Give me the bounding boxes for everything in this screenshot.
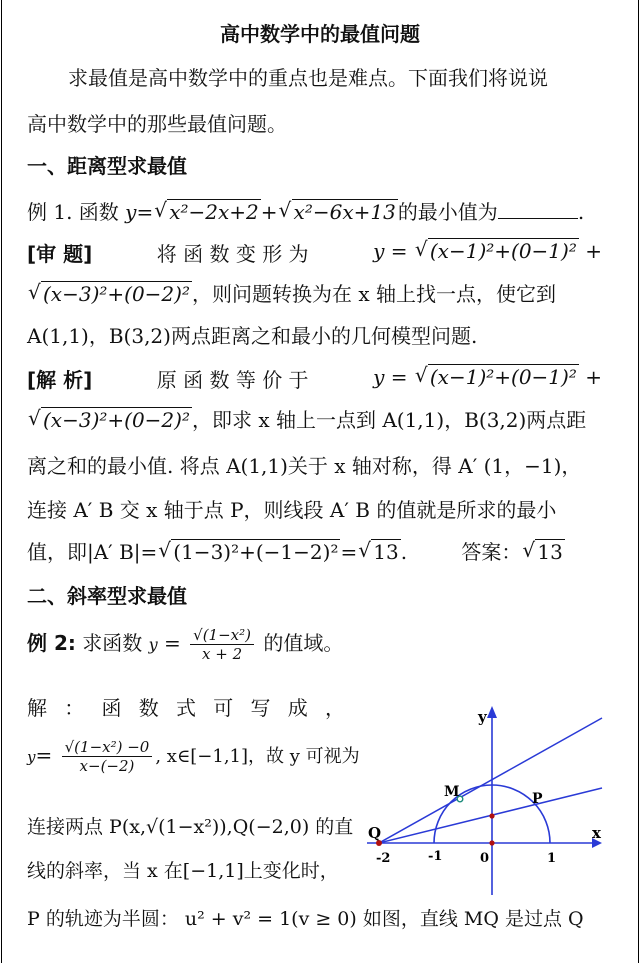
example-2-fraction: $\frac{\text{√(1−x²)}}{x + 2}$: [190, 626, 254, 663]
solution-line-5: 值，即|A′ B|=√ (1−3)²+(−1−2)² =√ 13 . 答案：√ 13: [27, 536, 565, 565]
label-p: P: [532, 791, 543, 807]
tick-label-one: 1: [547, 851, 557, 866]
point-center-marker: [489, 813, 494, 818]
label-x: x: [592, 824, 601, 842]
answer-label: 答案：: [461, 540, 522, 564]
label-q: Q: [368, 824, 382, 842]
label-m: M: [444, 784, 460, 800]
example-2-statement: 例 2: 求函数 y = $\frac{\text{√(1−x²)}}{x + 2}$ 的值域。: [27, 626, 344, 663]
answer-value: √ 13: [535, 539, 564, 564]
solution-line-points: 连接两点 P(x,√(1−x²)),Q(−2,0) 的直: [27, 816, 354, 838]
analysis-line-2: √ (x−3)²+(0−2)² ，则问题转换为在 x 轴上找一点，使它到: [27, 278, 556, 307]
solution-intro-line: 解 ： 函 数 式 可 写 成 ，: [27, 696, 345, 720]
solution-tag: [解 析]: [27, 368, 93, 392]
example-1-tail: 的最小值为: [397, 200, 498, 224]
solution-radical-2: √ (x−3)²+(0−2)²: [41, 407, 192, 432]
tick-label-zero: 0: [480, 851, 490, 866]
solution-line-semicircle: P 的轨迹为半圆： u² + v² = 1(v ≥ 0) 如图，直线 MQ 是过点 Q: [27, 908, 584, 930]
intro-line-1: 求最值是高中数学中的重点也是难点。下面我们将说说: [68, 66, 548, 90]
rewritten-equation: y= $\frac{\text{√(1−x²) −0}}{x-(-2)}$ , x∈[−1,1]，故 y 可视为: [27, 738, 360, 775]
label-y: y: [478, 708, 487, 726]
solution-line-1: [解 析] 原 函 数 等 价 于 y = √ (x−1)²+(0−1)² +: [27, 364, 602, 393]
tangent-line-mq: [379, 718, 602, 843]
solution-line-slope: 线的斜率，当 x 在[−1,1]上变化时，: [27, 860, 339, 882]
analysis-lead: 将 函 数 变 形 为: [156, 242, 309, 266]
radical-a: √ x²−2x+2: [167, 199, 261, 224]
analysis-radical-1: √ (x−1)²+(0−1)²: [428, 238, 579, 263]
solution-line-2: √ (x−3)²+(0−2)² ，即求 x 轴上一点到 A(1,1)，B(3,2)两点距: [27, 404, 586, 433]
answer-blank: [498, 218, 578, 219]
point-origin: [489, 840, 494, 845]
page-title: 高中数学中的最值问题: [220, 22, 420, 46]
intro-line-2: 高中数学中的那些最值问题。: [27, 112, 287, 136]
solution-line-3: 离之和的最小值. 将点 A(1,1)关于 x 轴对称，得 A′ (1，−1)，: [27, 454, 582, 478]
y-axis-arrow: [487, 706, 497, 718]
solution-line-4: 连接 A′ B 交 x 轴于点 P，则线段 A′ B 的值就是所求的最小: [27, 498, 557, 522]
solution-radical-1: √ (x−1)²+(0−1)²: [428, 364, 579, 389]
example-2-label: 例 2:: [27, 631, 76, 655]
analysis-line-1: [审 题] 将 函 数 变 形 为 y = √ (x−1)²+(0−1)² +: [27, 238, 602, 267]
example-1-statement: 例 1. 函数 y=√ x²−2x+2 +√ x²−6x+13 的最小值为 .: [27, 196, 584, 225]
analysis-radical-2: √ (x−3)²+(0−2)²: [41, 281, 192, 306]
distance-radical: √ (1−3)²+(−1−2)²: [171, 539, 340, 564]
tick-label-neg2: -2: [376, 851, 391, 866]
solution-lead: 原 函 数 等 价 于: [156, 368, 309, 392]
analysis-tag: [审 题]: [27, 242, 93, 266]
analysis-line-3: A(1,1)，B(3,2)两点距离之和最小的几何模型问题.: [27, 324, 478, 348]
section-heading-distance: 一、距离型求最值: [27, 154, 187, 178]
example-1-label: 例 1. 函数: [27, 200, 126, 224]
document-page: [1, 0, 639, 963]
radical-b: √ x²−6x+13: [292, 199, 398, 224]
tick-label-neg1: -1: [428, 849, 443, 864]
semicircle-slope-figure: [362, 700, 612, 900]
section-heading-slope: 二、斜率型求最值: [27, 584, 187, 608]
